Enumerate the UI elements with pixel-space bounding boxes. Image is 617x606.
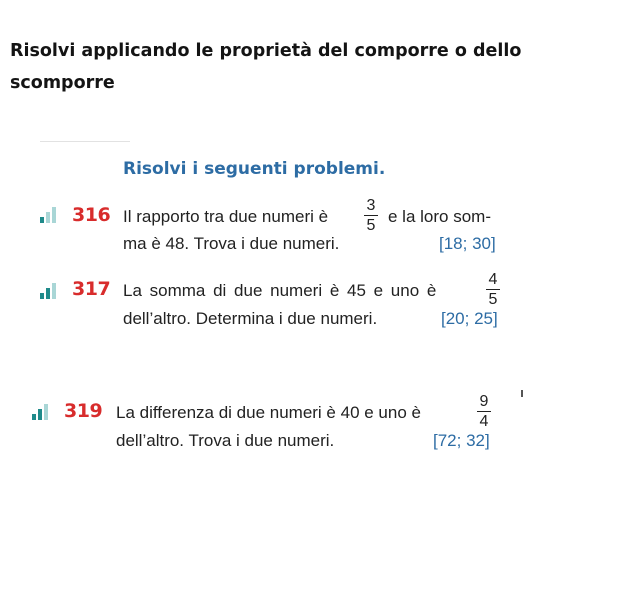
problem-text-line-1: La differenza di due numeri è 40 e uno è (116, 403, 421, 422)
problem-text-line-1: La somma di due numeri è 45 e uno è (123, 281, 437, 300)
fraction-numerator: 9 (479, 393, 489, 410)
heading-line-1: Risolvi applicando le proprietà del comporre o dello (10, 41, 522, 61)
problem-text-line-2: dell’altro. Trova i due numeri. (116, 431, 335, 450)
problem-text-line-2: dell’altro. Determina i due numeri. (123, 309, 378, 328)
difficulty-bars-icon (32, 404, 54, 420)
section-title: Risolvi i seguenti problemi. (123, 159, 386, 179)
difficulty-bars-icon (40, 283, 62, 299)
problem-number: 316 (72, 204, 111, 226)
problem-text-line-1: Il rapporto tra due numeri è (123, 207, 329, 226)
page-heading (10, 35, 590, 99)
answer: [72; 32] (433, 431, 490, 450)
fraction-denominator: 4 (479, 413, 489, 430)
scan-mark (521, 390, 523, 397)
fraction (477, 393, 491, 430)
divider (40, 141, 130, 142)
heading-line-2: scomporre (10, 73, 115, 93)
fraction (486, 271, 500, 308)
problem-number: 317 (72, 278, 111, 300)
fraction (364, 197, 378, 234)
fraction-denominator: 5 (366, 217, 376, 234)
problem-number: 319 (64, 400, 103, 422)
difficulty-bars-icon (40, 207, 62, 223)
problem-text-line-2: ma è 48. Trova i due numeri. (123, 234, 340, 253)
fraction-denominator: 5 (488, 291, 498, 308)
answer: [20; 25] (441, 309, 498, 328)
fraction-numerator: 4 (488, 271, 498, 288)
answer: [18; 30] (439, 234, 496, 253)
fraction-numerator: 3 (366, 197, 376, 214)
problem-text-line-1-end: e la loro som- (388, 207, 491, 226)
